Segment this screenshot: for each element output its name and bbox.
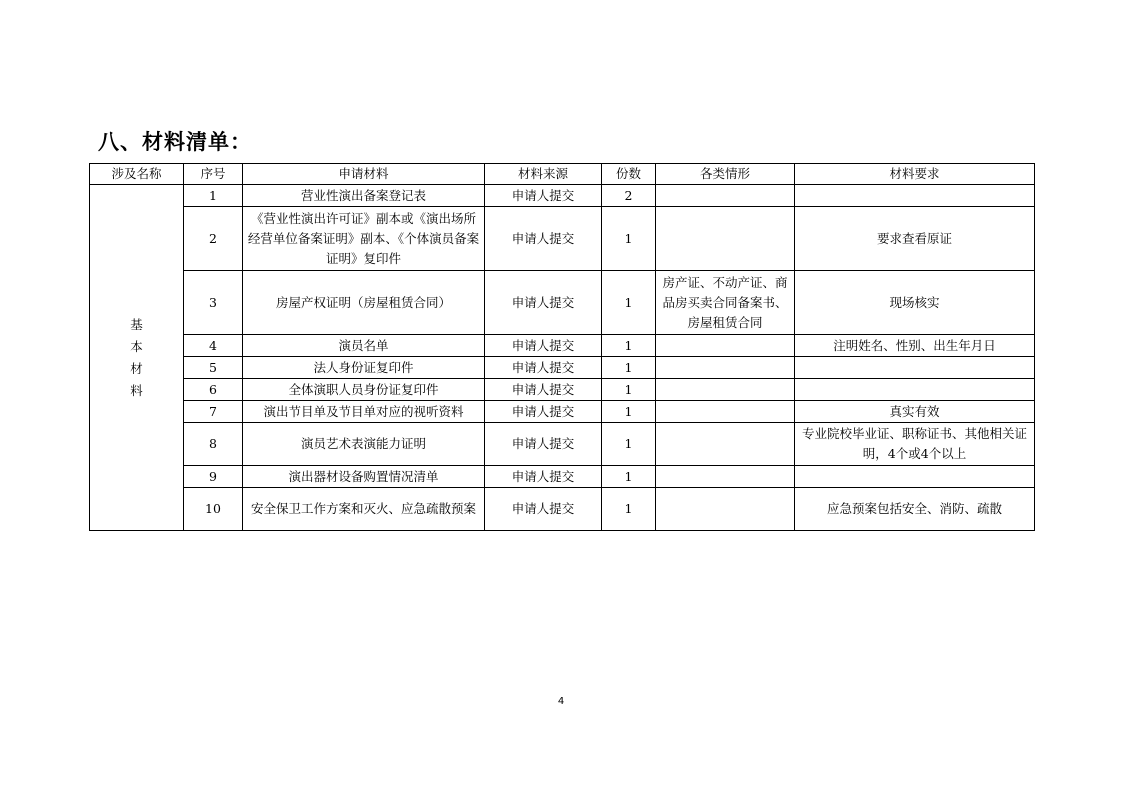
row-material: 营业性演出备案登记表 <box>243 185 485 207</box>
row-source: 申请人提交 <box>485 271 602 335</box>
row-requirement <box>795 357 1035 379</box>
row-requirement: 要求查看原证 <box>795 207 1035 271</box>
table-row <box>90 466 1035 488</box>
header-seq: 序号 <box>184 164 243 185</box>
header-situation: 各类情形 <box>656 164 795 185</box>
row-source: 申请人提交 <box>485 207 602 271</box>
row-situation <box>656 335 795 357</box>
row-material: 演员名单 <box>243 335 485 357</box>
page-number: 4 <box>557 696 565 707</box>
category-label: 基本材料 <box>130 316 143 398</box>
row-situation <box>656 357 795 379</box>
row-situation <box>656 401 795 423</box>
section-title: 八、材料清单： <box>98 130 252 154</box>
row-copies: 1 <box>602 379 656 401</box>
table-row <box>90 185 1035 207</box>
row-material: 安全保卫工作方案和灭火、应急疏散预案 <box>243 488 485 531</box>
row-requirement: 应急预案包括安全、消防、疏散 <box>795 488 1035 531</box>
row-source: 申请人提交 <box>485 357 602 379</box>
row-seq: 10 <box>184 488 243 531</box>
row-copies: 1 <box>602 466 656 488</box>
row-situation <box>656 466 795 488</box>
header-requirement: 材料要求 <box>795 164 1035 185</box>
row-source: 申请人提交 <box>485 185 602 207</box>
row-copies: 1 <box>602 488 656 531</box>
table-row <box>90 379 1035 401</box>
header-source: 材料来源 <box>485 164 602 185</box>
header-copies: 份数 <box>602 164 656 185</box>
row-source: 申请人提交 <box>485 423 602 466</box>
row-situation <box>656 207 795 271</box>
table-header-row <box>90 164 1035 185</box>
row-source: 申请人提交 <box>485 335 602 357</box>
row-material: 全体演职人员身份证复印件 <box>243 379 485 401</box>
materials-table <box>89 163 1035 531</box>
row-seq: 1 <box>184 185 243 207</box>
row-copies: 1 <box>602 271 656 335</box>
row-source: 申请人提交 <box>485 401 602 423</box>
row-requirement: 真实有效 <box>795 401 1035 423</box>
row-seq: 4 <box>184 335 243 357</box>
table-row <box>90 401 1035 423</box>
row-requirement: 注明姓名、性别、出生年月日 <box>795 335 1035 357</box>
row-requirement: 现场核实 <box>795 271 1035 335</box>
row-situation <box>656 379 795 401</box>
row-copies: 1 <box>602 335 656 357</box>
table-row <box>90 423 1035 466</box>
row-source: 申请人提交 <box>485 379 602 401</box>
row-material: 演出节目单及节目单对应的视听资料 <box>243 401 485 423</box>
table-row <box>90 271 1035 335</box>
row-seq: 6 <box>184 379 243 401</box>
row-copies: 1 <box>602 401 656 423</box>
table-row <box>90 207 1035 271</box>
row-requirement: 专业院校毕业证、职称证书、其他相关证明，4个或4个以上 <box>795 423 1035 466</box>
row-copies: 1 <box>602 423 656 466</box>
row-material: 《营业性演出许可证》副本或《演出场所经营单位备案证明》副本、《个体演员备案证明》复印件 <box>243 207 485 271</box>
row-requirement <box>795 379 1035 401</box>
row-material: 法人身份证复印件 <box>243 357 485 379</box>
row-seq: 5 <box>184 357 243 379</box>
table-row <box>90 488 1035 531</box>
row-seq: 8 <box>184 423 243 466</box>
row-copies: 1 <box>602 357 656 379</box>
row-seq: 9 <box>184 466 243 488</box>
row-requirement <box>795 185 1035 207</box>
row-source: 申请人提交 <box>485 466 602 488</box>
row-situation: 房产证、不动产证、商品房买卖合同备案书、房屋租赁合同 <box>656 271 795 335</box>
row-situation <box>656 185 795 207</box>
row-source: 申请人提交 <box>485 488 602 531</box>
header-material: 申请材料 <box>243 164 485 185</box>
row-requirement <box>795 466 1035 488</box>
row-situation <box>656 488 795 531</box>
table-row <box>90 357 1035 379</box>
header-category: 涉及名称 <box>90 164 184 185</box>
row-copies: 1 <box>602 207 656 271</box>
table-row <box>90 335 1035 357</box>
row-seq: 3 <box>184 271 243 335</box>
row-material: 演员艺术表演能力证明 <box>243 423 485 466</box>
row-situation <box>656 423 795 466</box>
row-material: 房屋产权证明（房屋租赁合同） <box>243 271 485 335</box>
row-copies: 2 <box>602 185 656 207</box>
row-material: 演出器材设备购置情况清单 <box>243 466 485 488</box>
row-seq: 2 <box>184 207 243 271</box>
row-seq: 7 <box>184 401 243 423</box>
category-cell <box>90 185 184 531</box>
